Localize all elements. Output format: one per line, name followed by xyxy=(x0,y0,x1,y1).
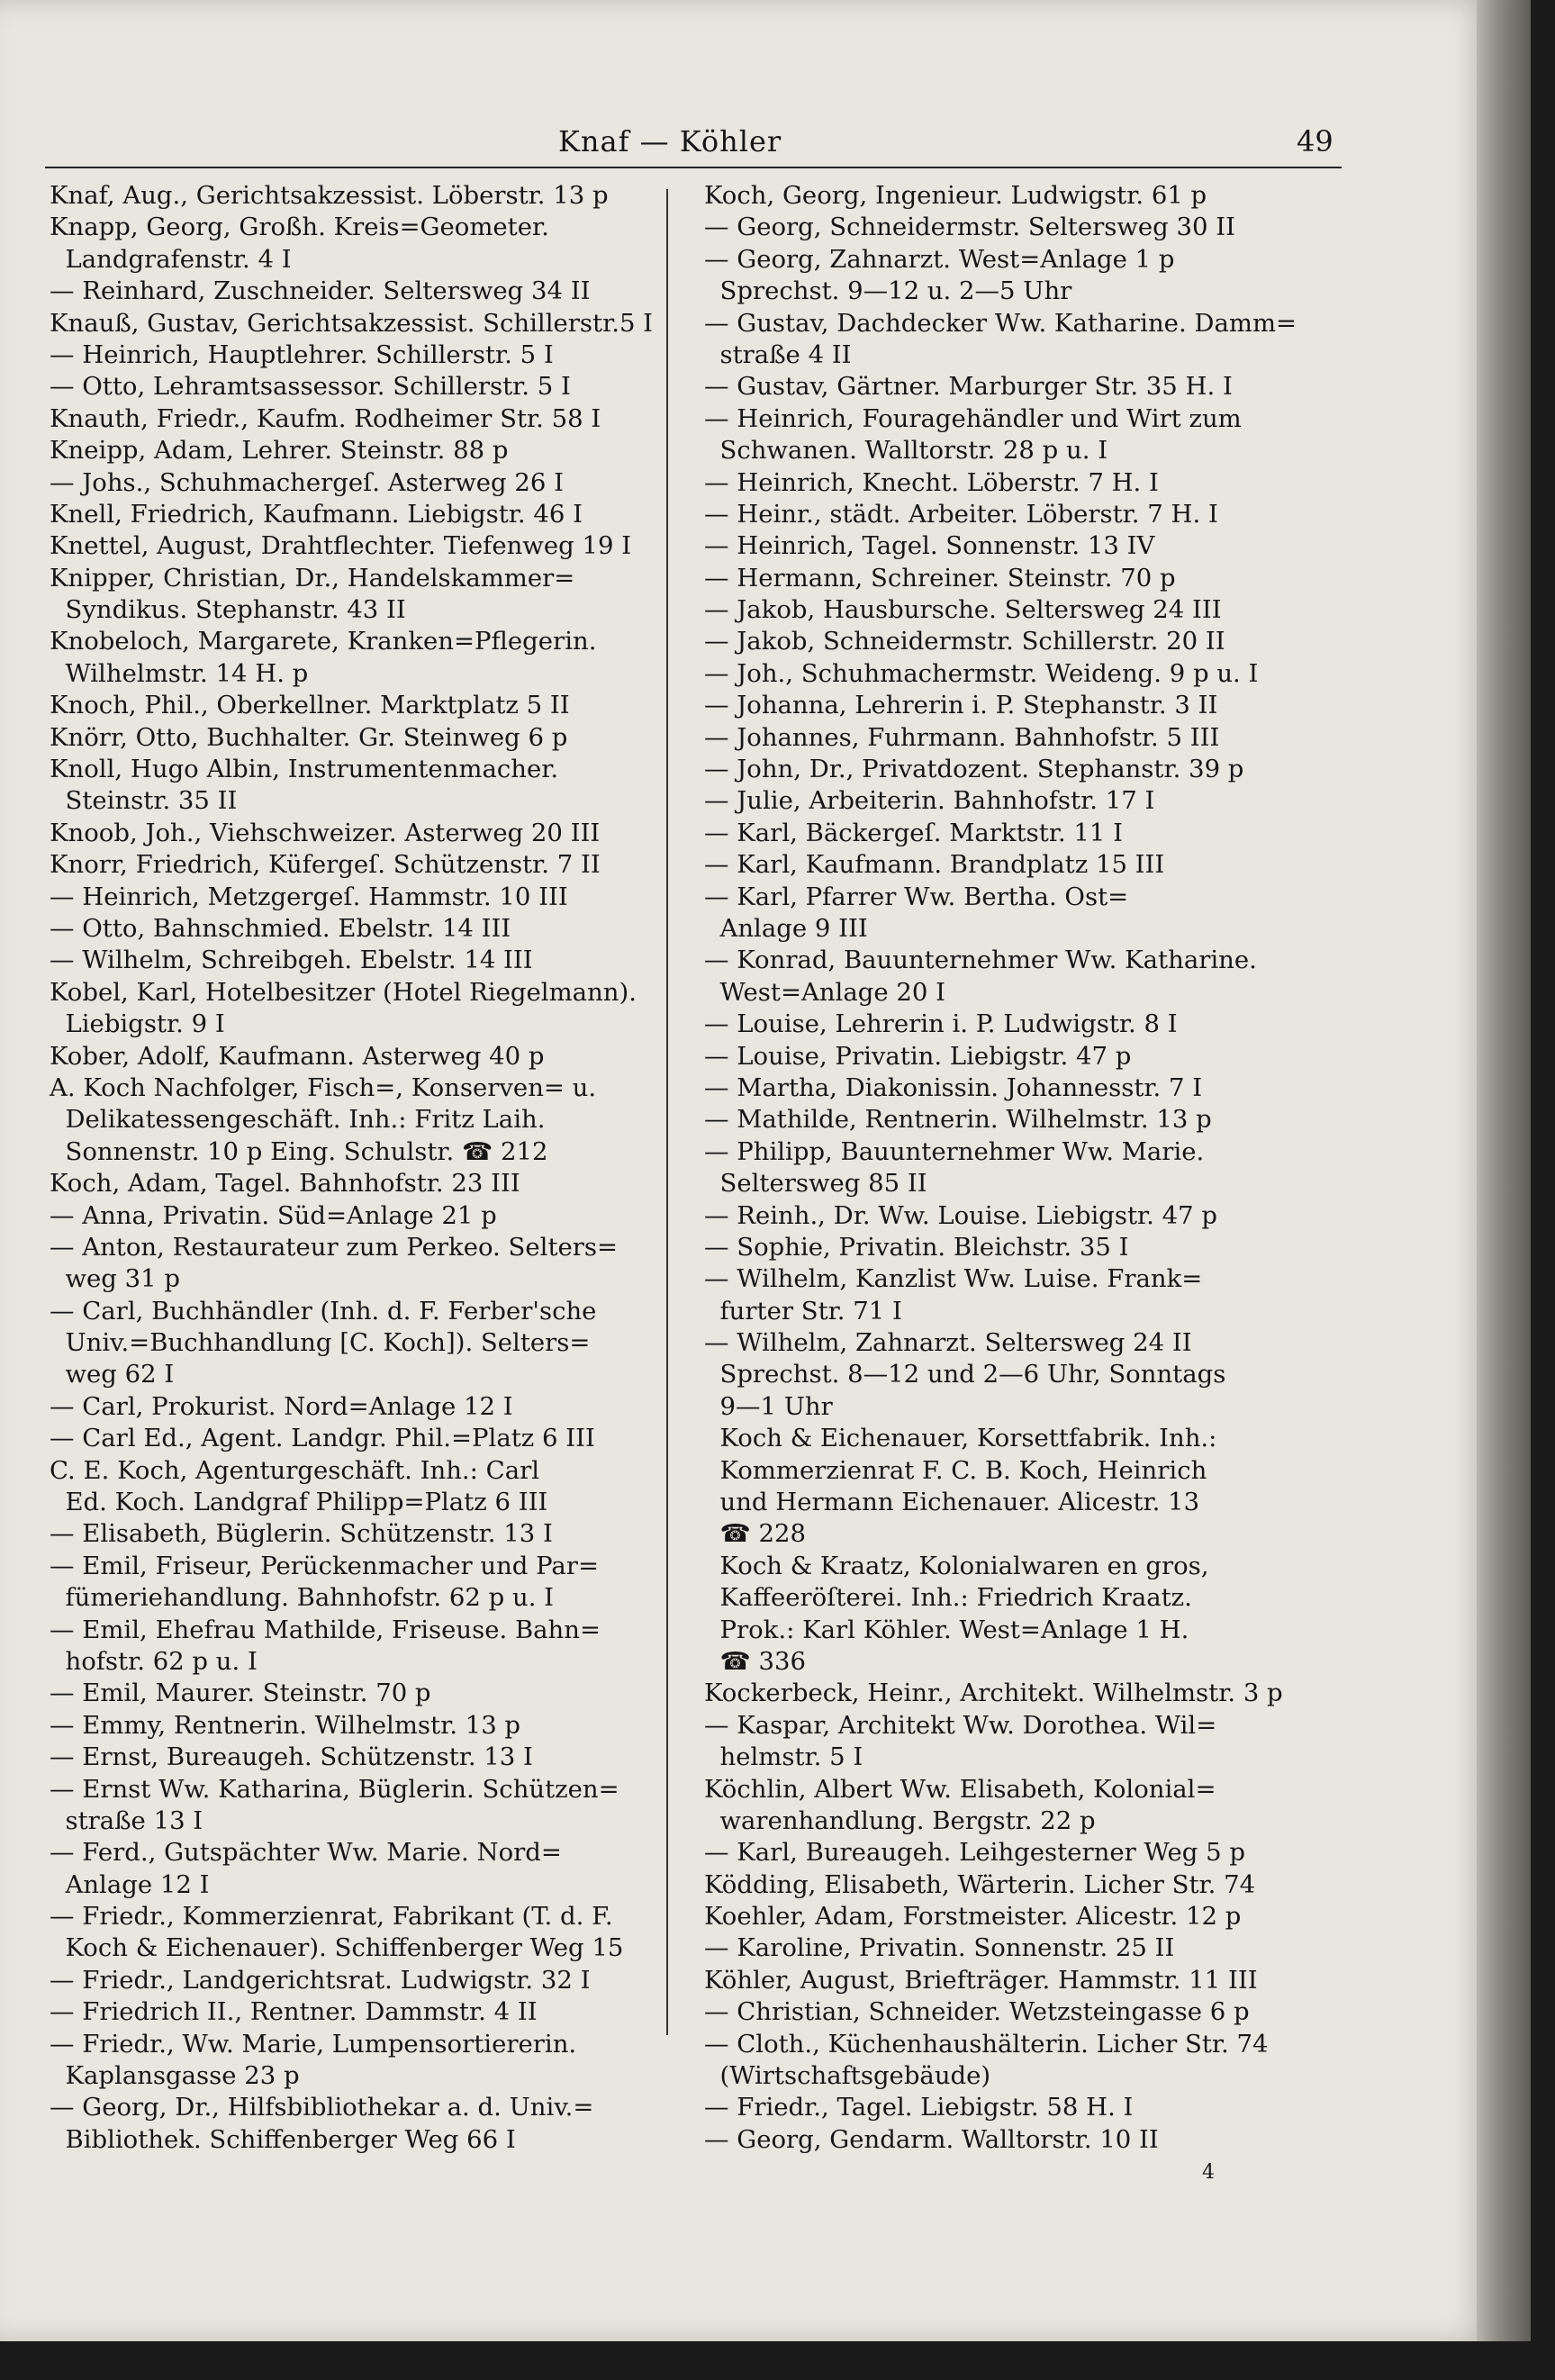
directory-entry-line: ☎ 336 xyxy=(704,1646,806,1676)
right-column xyxy=(704,180,1312,2156)
directory-entry-line: helmstr. 5 I xyxy=(704,1742,863,1772)
directory-entry-line: — Cloth., Küchenhaushälterin. Licher Str. 74 xyxy=(704,2029,1269,2059)
directory-entry-line: Kobel, Karl, Hotelbesitzer (Hotel Riegelmann). xyxy=(50,977,637,1007)
directory-entry-line: straße 4 II xyxy=(704,339,852,369)
directory-entry-line: — Christian, Schneider. Wetzsteingasse 6 p xyxy=(704,1997,1250,2027)
directory-entry-line: Knaf, Aug., Gerichtsakzessist. Löberstr. 13 p xyxy=(50,181,609,210)
directory-entry-line: Schwanen. Walltorstr. 28 p u. I xyxy=(704,436,1108,466)
directory-entry-line: — Jakob, Schneidermstr. Schillerstr. 20 II xyxy=(704,627,1225,656)
directory-entry-line: Kaffeeröſterei. Inh.: Friedrich Kraatz. xyxy=(704,1583,1192,1613)
directory-entry-line: Knörr, Otto, Buchhalter. Gr. Steinweg 6 p xyxy=(50,722,568,752)
directory-entry-line: Knauth, Friedr., Kaufm. Rodheimer Str. 58 I xyxy=(50,403,601,433)
header-rule xyxy=(45,167,1342,168)
directory-entry-line: — Friedr., Landgerichtsrat. Ludwigstr. 32 I xyxy=(50,1965,591,1995)
directory-entry-line: Knapp, Georg, Großh. Kreis=Geometer. xyxy=(50,213,549,242)
directory-entry-line: — Louise, Privatin. Liebigstr. 47 p xyxy=(704,1041,1132,1071)
directory-entry-line: — Otto, Bahnschmied. Ebelstr. 14 III xyxy=(50,913,511,943)
directory-entry-line: und Hermann Eichenauer. Alicestr. 13 xyxy=(704,1488,1200,1517)
directory-entry-line: straße 13 I xyxy=(50,1805,203,1835)
directory-entry-line: — Mathilde, Rentnerin. Wilhelmstr. 13 p xyxy=(704,1105,1212,1135)
directory-entry-line: Ködding, Elisabeth, Wärterin. Licher Str. 74 xyxy=(704,1869,1256,1899)
directory-entry-line: Anlage 12 I xyxy=(50,1869,210,1899)
directory-entry-line: — Konrad, Bauunternehmer Ww. Katharine. xyxy=(704,946,1257,975)
directory-entry-line: Koch & Eichenauer, Korsettfabrik. Inh.: xyxy=(704,1424,1217,1453)
directory-entry-line: Knoch, Phil., Oberkellner. Marktplatz 5 II xyxy=(50,691,570,720)
directory-entry-line: — Karl, Bäckergeſ. Marktstr. 11 I xyxy=(704,818,1124,847)
directory-entry-line: A. Koch Nachfolger, Fisch=, Konserven= u. xyxy=(50,1072,597,1102)
directory-entry-line: Knorr, Friedrich, Küfergeſ. Schützenstr. 7 II xyxy=(50,850,601,880)
directory-entry-line: Univ.=Buchhandlung [C. Koch]). Selters= xyxy=(50,1328,591,1358)
directory-entry-line: — Anton, Restaurateur zum Perkeo. Selters= xyxy=(50,1232,619,1262)
directory-entry-line: Koehler, Adam, Forstmeister. Alicestr. 12 p xyxy=(704,1902,1242,1932)
directory-entry-line: — Georg, Schneidermstr. Seltersweg 30 II xyxy=(704,213,1235,242)
column-divider xyxy=(666,189,668,2035)
directory-entry-line: — Heinrich, Metzgergeſ. Hammstr. 10 III xyxy=(50,882,568,911)
signature-mark: 4 xyxy=(1202,2161,1215,2184)
directory-entry-line: — Louise, Lehrerin i. P. Ludwigstr. 8 I xyxy=(704,1009,1178,1039)
directory-entry-line: Ed. Koch. Landgraf Philipp=Platz 6 III xyxy=(50,1488,548,1517)
directory-entry-line: Koch & Eichenauer). Schiffenberger Weg 15 xyxy=(50,1933,624,1963)
directory-entry-line: Koch, Adam, Tagel. Bahnhofstr. 23 III xyxy=(50,1169,520,1199)
directory-entry-line: — Hermann, Schreiner. Steinstr. 70 p xyxy=(704,563,1176,593)
directory-entry-line: Köhler, August, Briefträger. Hammstr. 11 III xyxy=(704,1965,1258,1995)
directory-entry-line: Knoob, Joh., Viehschweizer. Asterweg 20 III xyxy=(50,818,601,847)
directory-entry-line: Kneipp, Adam, Lehrer. Steinstr. 88 p xyxy=(50,436,509,466)
directory-entry-line: — Wilhelm, Zahnarzt. Seltersweg 24 II xyxy=(704,1328,1192,1358)
directory-entry-line: Knauß, Gustav, Gerichtsakzessist. Schillerstr.5 I xyxy=(50,308,654,338)
directory-entry-line: Knettel, August, Drahtflechter. Tiefenweg 19 I xyxy=(50,531,632,561)
directory-entry-line: 9—1 Uhr xyxy=(704,1391,833,1421)
page-header xyxy=(0,117,1351,171)
directory-entry-line: — Martha, Diakonissin. Johannesstr. 7 I xyxy=(704,1072,1203,1102)
directory-entry-line: — Karl, Pfarrer Ww. Bertha. Ost= xyxy=(704,882,1129,911)
directory-entry-line: — Carl, Buchhändler (Inh. d. F. Ferber'sche xyxy=(50,1296,597,1326)
directory-entry-line: Koch, Georg, Ingenieur. Ludwigstr. 61 p xyxy=(704,181,1207,210)
directory-entry-line: Anlage 9 III xyxy=(704,913,868,943)
directory-entry-line: — Joh., Schuhmachermstr. Weideng. 9 p u. I xyxy=(704,658,1259,688)
directory-entry-line: — Johs., Schuhmachergeſ. Asterweg 26 I xyxy=(50,467,564,497)
directory-entry-line: — Julie, Arbeiterin. Bahnhofstr. 17 I xyxy=(704,786,1155,816)
directory-entry-line: (Wirtschaftsgebäude) xyxy=(704,2061,991,2091)
directory-entry-line: — Ferd., Gutspächter Ww. Marie. Nord= xyxy=(50,1838,562,1868)
directory-entry-line: Wilhelmstr. 14 H. p xyxy=(50,658,309,688)
directory-entry-line: — Kaspar, Architekt Ww. Dorothea. Wil= xyxy=(704,1710,1217,1740)
directory-entry-line: — Georg, Dr., Hilfsbibliothekar a. d. Univ.= xyxy=(50,2093,594,2122)
directory-entry-line: Liebigstr. 9 I xyxy=(50,1009,225,1039)
directory-entry-line: — Emil, Ehefrau Mathilde, Friseuse. Bahn= xyxy=(50,1615,601,1644)
directory-entry-line: — Anna, Privatin. Süd=Anlage 21 p xyxy=(50,1200,497,1230)
directory-entry-line: — Reinhard, Zuschneider. Seltersweg 34 II xyxy=(50,276,591,306)
directory-entry-line: — Elisabeth, Büglerin. Schützenstr. 13 I xyxy=(50,1519,553,1549)
directory-entry-line: Knobeloch, Margarete, Kranken=Pflegerin. xyxy=(50,627,597,656)
directory-entry-line: — Emmy, Rentnerin. Wilhelmstr. 13 p xyxy=(50,1710,521,1740)
directory-entry-line: — Reinh., Dr. Ww. Louise. Liebigstr. 47 p xyxy=(704,1200,1217,1230)
directory-entry-line: — Karl, Kaufmann. Brandplatz 15 III xyxy=(704,850,1165,880)
directory-entry-line: C. E. Koch, Agenturgeschäft. Inh.: Carl xyxy=(50,1455,540,1485)
directory-entry-line: — Friedr., Tagel. Liebigstr. 58 H. I xyxy=(704,2093,1134,2122)
directory-entry-line: — Gustav, Gärtner. Marburger Str. 35 H. I xyxy=(704,372,1233,402)
directory-entry-line: Sprechst. 8—12 und 2—6 Uhr, Sonntags xyxy=(704,1360,1226,1389)
directory-entry-line: fümeriehandlung. Bahnhofstr. 62 p u. I xyxy=(50,1583,555,1613)
directory-entry-line: — Johannes, Fuhrmann. Bahnhofstr. 5 III xyxy=(704,722,1220,752)
directory-entry-line: — Friedrich II., Rentner. Dammstr. 4 II xyxy=(50,1997,538,2027)
directory-entry-line: — Friedr., Ww. Marie, Lumpensortiererin. xyxy=(50,2029,577,2059)
directory-entry-line: Knoll, Hugo Albin, Instrumentenmacher. xyxy=(50,755,559,784)
directory-entry-line: — Heinr., städt. Arbeiter. Löberstr. 7 H. I xyxy=(704,499,1218,529)
directory-entry-line: Köchlin, Albert Ww. Elisabeth, Kolonial= xyxy=(704,1774,1216,1804)
directory-entry-line: — Johanna, Lehrerin i. P. Stephanstr. 3 II xyxy=(704,691,1218,720)
directory-entry-line: — Ernst Ww. Katharina, Büglerin. Schützen= xyxy=(50,1774,619,1804)
directory-entry-line: — Carl, Prokurist. Nord=Anlage 12 I xyxy=(50,1391,513,1421)
directory-entry-line: Kommerzienrat F. C. B. Koch, Heinrich xyxy=(704,1455,1207,1485)
directory-entry-line: Bibliothek. Schiffenberger Weg 66 I xyxy=(50,2124,516,2154)
directory-entry-line: Delikatessengeschäft. Inh.: Fritz Laih. xyxy=(50,1105,546,1135)
directory-entry-line: Syndikus. Stephanstr. 43 II xyxy=(50,595,406,625)
directory-entry-line: — Wilhelm, Kanzlist Ww. Luise. Frank= xyxy=(704,1264,1203,1294)
directory-entry-line: Knipper, Christian, Dr., Handelskammer= xyxy=(50,563,575,593)
directory-entry-line: — John, Dr., Privatdozent. Stephanstr. 39 p xyxy=(704,755,1244,784)
directory-entry-line: Knell, Friedrich, Kaufmann. Liebigstr. 46 I xyxy=(50,499,583,529)
directory-entry-line: — Karoline, Privatin. Sonnenstr. 25 II xyxy=(704,1933,1175,1963)
directory-entry-line: furter Str. 71 I xyxy=(704,1296,902,1326)
running-head: Knaf — Köhler xyxy=(558,124,782,158)
directory-entry-line: — Emil, Friseur, Perückenmacher und Par= xyxy=(50,1551,600,1580)
directory-entry-line: — Ernst, Bureaugeh. Schützenstr. 13 I xyxy=(50,1742,533,1772)
directory-entry-line: Prok.: Karl Köhler. West=Anlage 1 H. xyxy=(704,1615,1189,1644)
page-number: 49 xyxy=(1297,124,1334,158)
directory-entry-line: — Friedr., Kommerzienrat, Fabrikant (T. d. F. xyxy=(50,1902,613,1932)
directory-entry-line: weg 62 I xyxy=(50,1360,175,1389)
directory-entry-line: — Georg, Zahnarzt. West=Anlage 1 p xyxy=(704,244,1175,274)
directory-entry-line: ☎ 228 xyxy=(704,1519,806,1549)
directory-entry-line: — Heinrich, Fouragehändler und Wirt zum xyxy=(704,403,1242,433)
directory-entry-line: — Heinrich, Knecht. Löberstr. 7 H. I xyxy=(704,467,1159,497)
directory-entry-line: weg 31 p xyxy=(50,1264,180,1294)
directory-entry-line: — Jakob, Hausbursche. Seltersweg 24 III xyxy=(704,595,1222,625)
directory-entry-line: Sprechst. 9—12 u. 2—5 Uhr xyxy=(704,276,1072,306)
directory-entry-line: West=Anlage 20 I xyxy=(704,977,945,1007)
directory-entry-line: — Philipp, Bauunternehmer Ww. Marie. xyxy=(704,1136,1205,1166)
directory-entry-line: — Gustav, Dachdecker Ww. Katharine. Damm= xyxy=(704,308,1297,338)
directory-entry-line: Steinstr. 35 II xyxy=(50,786,238,816)
directory-entry-line: — Emil, Maurer. Steinstr. 70 p xyxy=(50,1679,431,1708)
page-edge xyxy=(1477,0,1531,2341)
directory-entry-line: Landgrafenstr. 4 I xyxy=(50,244,292,274)
directory-entry-line: Kaplansgasse 23 p xyxy=(50,2061,300,2091)
directory-entry-line: Sonnenstr. 10 p Eing. Schulstr. ☎ 212 xyxy=(50,1136,548,1166)
directory-entry-line: Koch & Kraatz, Kolonialwaren en gros, xyxy=(704,1551,1209,1580)
directory-entry-line: Kockerbeck, Heinr., Architekt. Wilhelmstr. 3 p xyxy=(704,1679,1283,1708)
directory-entry-line: — Georg, Gendarm. Walltorstr. 10 II xyxy=(704,2124,1159,2154)
directory-entry-line: — Sophie, Privatin. Bleichstr. 35 I xyxy=(704,1232,1129,1262)
directory-entry-line: hofstr. 62 p u. I xyxy=(50,1646,258,1676)
directory-entry-line: Seltersweg 85 II xyxy=(704,1169,927,1199)
directory-entry-line: — Heinrich, Hauptlehrer. Schillerstr. 5 I xyxy=(50,339,554,369)
directory-entry-line: — Wilhelm, Schreibgeh. Ebelstr. 14 III xyxy=(50,946,533,975)
directory-entry-line: — Carl Ed., Agent. Landgr. Phil.=Platz 6 III xyxy=(50,1424,595,1453)
left-column xyxy=(50,180,657,2156)
directory-entry-line: — Karl, Bureaugeh. Leihgesterner Weg 5 p xyxy=(704,1838,1245,1868)
directory-entry-line: — Otto, Lehramtsassessor. Schillerstr. 5 I xyxy=(50,372,571,402)
directory-entry-line: Kober, Adolf, Kaufmann. Asterweg 40 p xyxy=(50,1041,545,1071)
directory-entry-line: — Heinrich, Tagel. Sonnenstr. 13 IV xyxy=(704,531,1155,561)
directory-entry-line: warenhandlung. Bergstr. 22 p xyxy=(704,1805,1096,1835)
